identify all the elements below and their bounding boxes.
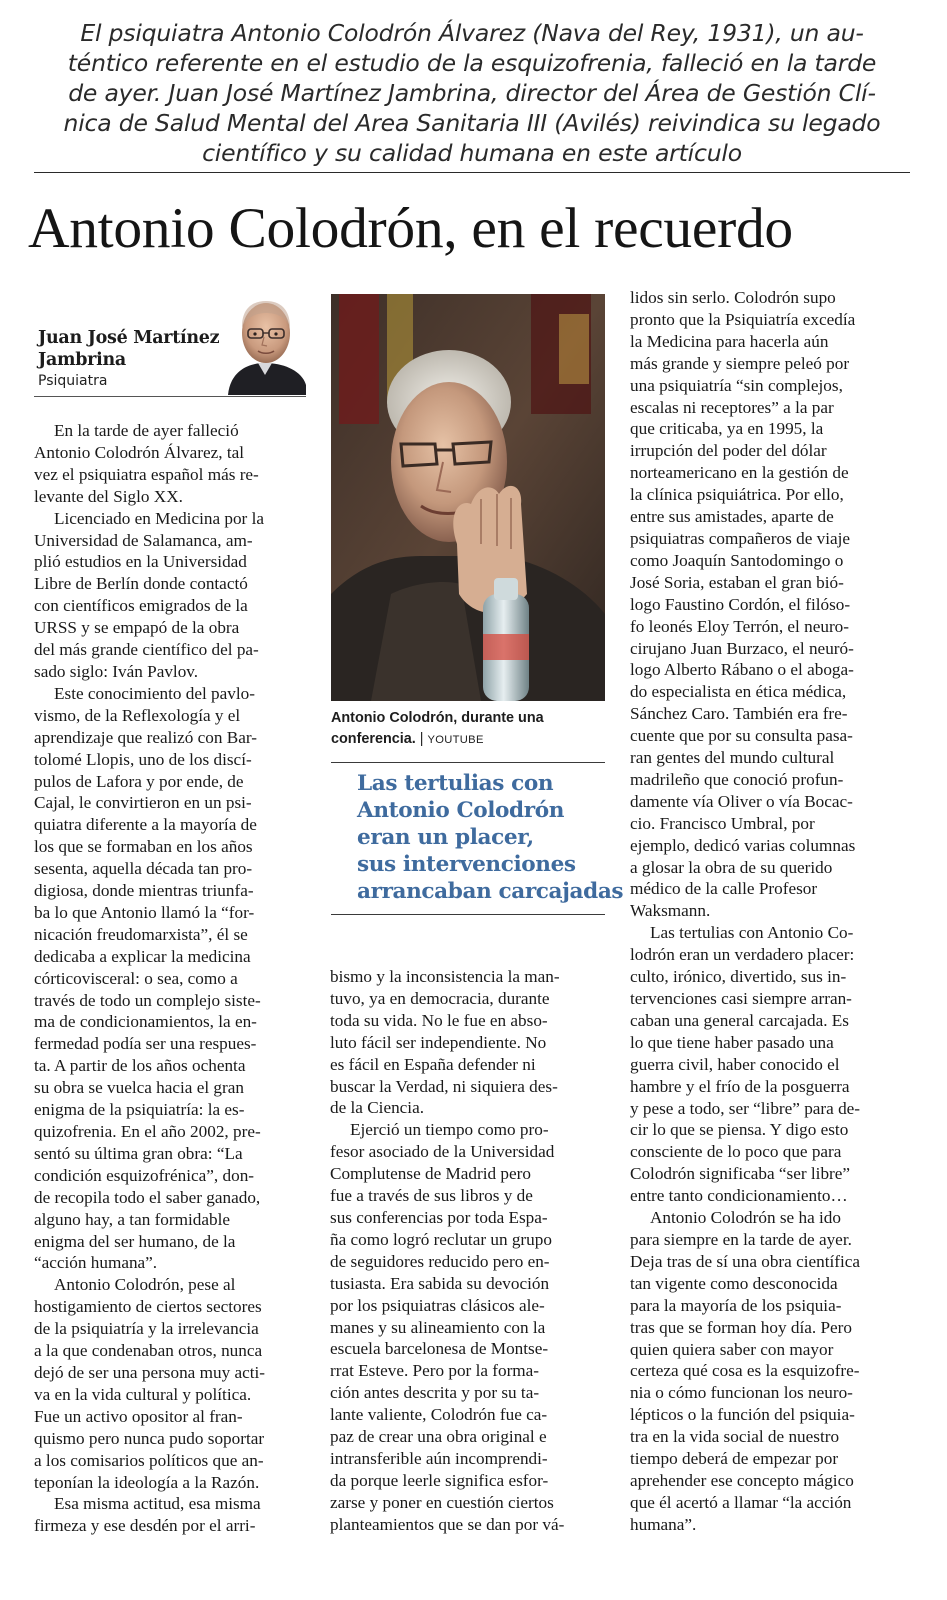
body-text-line: cio. Francisco Umbral, por (630, 813, 815, 833)
body-text-line: Licenciado en Medicina por la (54, 508, 264, 528)
body-text-line: nia o cómo funcionan los neuro- (630, 1383, 853, 1403)
body-text-line: quiatra diferente a la mayoría de (34, 815, 257, 835)
article-photo (331, 294, 605, 701)
author-portrait (224, 289, 306, 395)
caption-text: conferencia. (331, 731, 416, 747)
body-text-line: lodrón eran un verdadero placer: (630, 945, 855, 965)
body-text-line: Esa misma actitud, esa misma (54, 1494, 261, 1514)
body-text-line: sus conferencias por toda Espa- (330, 1207, 548, 1227)
body-text-line: su obra se vuelca hacia el gran (34, 1078, 244, 1098)
body-text-line: Sánchez Caro. También era fre- (630, 704, 848, 724)
body-text-line: Este conocimiento del pavlo- (54, 683, 255, 703)
body-text-line: una psiquiatría “sin complejos, (630, 375, 843, 395)
pullquote-top-rule (331, 762, 605, 763)
body-text-line: irrupción del poder del dólar (630, 441, 827, 461)
lede-line: de ayer. Juan José Martínez Jambrina, director del Área de Gestión Clí- (68, 79, 876, 107)
lede-line: El psiquiatra Antonio Colodrón Álvarez (Nava del Rey, 1931), un au- (80, 19, 864, 47)
body-text-line: plió estudios en la Universidad (34, 552, 247, 572)
body-text-line: toda su vida. No le fue en abso- (330, 1010, 548, 1030)
body-text-line: que criticaba, ya en 1995, la (630, 419, 824, 439)
body-text-line: certeza qué cosa es la esquizofre- (630, 1361, 860, 1381)
body-text-line: ba lo que Antonio llamó la “for- (34, 902, 255, 922)
body-text-line: ción antes descrita y por su ta- (330, 1383, 540, 1403)
body-text-line: hambre y el frío de la posguerra (630, 1076, 850, 1096)
body-text-line: fesor asociado de la Universidad (330, 1142, 555, 1162)
body-text-line: Ejerció un tiempo como pro- (350, 1120, 549, 1140)
lede-divider (34, 172, 910, 173)
body-text-line: bismo y la inconsistencia la man- (330, 967, 560, 986)
body-text-line: humana”. (630, 1514, 697, 1534)
body-text-line: a glosar la obra de su querido (630, 857, 833, 877)
body-text-line: paz de crear una obra original e (330, 1427, 547, 1447)
body-text-line: lépticos o la función del psiquia- (630, 1405, 855, 1425)
body-text-line: tras que se forman hoy día. Pero (630, 1317, 852, 1337)
body-text-line: Cajal, le convirtieron en un psi- (34, 793, 252, 813)
body-text-line: sesenta, aquella década tan pro- (34, 859, 253, 879)
body-text-line: logo Alberto Rábano o el aboga- (630, 660, 854, 680)
body-text-line: aprendizaje que realizó con Bar- (34, 727, 257, 747)
body-text-line: los que se formaban en los años (34, 837, 253, 857)
body-text-line: quien quiera saber con mayor (630, 1339, 834, 1359)
body-text-line: la clínica psiquiátrica. Por ello, (630, 485, 844, 505)
body-text-line: tan vigente como desconocida (630, 1273, 838, 1293)
body-text-line: norteamericano en la gestión de (630, 463, 849, 483)
body-text-line: de recopila todo el saber ganado, (34, 1187, 261, 1207)
body-text-line: dedicaba a explicar la medicina (34, 946, 251, 966)
body-text-line: para siempre en la tarde de ayer. (630, 1229, 852, 1249)
body-text-line: guerra civil, haber conocido el (630, 1054, 840, 1074)
body-text-line: logo Faustino Cordón, el filóso- (630, 594, 851, 614)
pullquote-line: Las tertulias con (357, 771, 554, 796)
body-text-line: En la tarde de ayer falleció (54, 421, 239, 440)
body-text-line: levante del Siglo XX. (34, 486, 183, 506)
body-text-line: y pese a todo, ser “libre” para de- (630, 1098, 861, 1118)
body-text-line: tuvo, ya en democracia, durante (330, 988, 550, 1008)
body-text-line: de la psiquiatría y la irrelevancia (34, 1319, 259, 1339)
caption-text: Antonio Colodrón, durante una (331, 710, 544, 726)
body-text-line: a la que condenaban otros, nunca (34, 1341, 263, 1361)
caption-separator: | (419, 731, 424, 747)
body-text-line: tusiasta. Era sabida su devoción (330, 1273, 550, 1293)
author-role: Psiquiatra (38, 373, 108, 389)
body-text-line: lante valiente, Colodrón fue ca- (330, 1405, 548, 1425)
body-text-line: con científicos emigrados de la (34, 596, 248, 616)
author-name-line: Juan José Martínez (38, 328, 220, 348)
body-text-line: Universidad de Salamanca, am- (34, 530, 253, 550)
body-text-line: cir lo que se piensa. Y digo esto (630, 1120, 849, 1140)
body-text-line: más grande y siempre peleó por (630, 353, 850, 373)
pullquote-line: Antonio Colodrón (357, 798, 565, 823)
body-text-line: enigma de la psiquiatría: la es- (34, 1100, 245, 1120)
body-text-line: ejemplo, dedicó varias columnas (630, 835, 856, 855)
body-text-line: pulos de Lafora y por ende, de (34, 771, 244, 791)
body-text-line: Deja tras de sí una obra científica (630, 1251, 861, 1271)
body-text-line: da porque leerle significa esfor- (330, 1470, 549, 1490)
body-text-line: córticovisceral: o sea, como a (34, 968, 238, 988)
body-text-line: digiosa, donde mientras triunfa- (34, 881, 254, 901)
byline-divider (34, 396, 306, 397)
body-text-line: tolomé Llopis, uno de los discí- (34, 749, 252, 769)
body-text-line: Complutense de Madrid pero (330, 1164, 531, 1184)
article-column-3 (630, 287, 906, 1536)
pullquote-line: arrancaban carcajadas (357, 879, 624, 904)
body-text-line: firmeza y ese desdén por el arri- (34, 1516, 256, 1536)
body-text-line: damente vía Oliver o vía Bocac- (630, 791, 853, 811)
body-text-line: hostigamiento de ciertos sectores (34, 1297, 262, 1317)
photo-caption (331, 708, 605, 751)
body-text-line: zarse y poner en cuestión ciertos (330, 1492, 554, 1512)
pull-quote (357, 770, 624, 905)
body-text-line: nicación freudomarxista”, él se (34, 924, 248, 944)
pullquote-bottom-rule (331, 914, 605, 915)
body-text-line: José Soria, estaban el gran bió- (630, 572, 844, 592)
photo-credit: YOUTUBE (427, 734, 484, 746)
body-text-line: fo leonés Eloy Terrón, el neuro- (630, 616, 849, 636)
body-text-line: quizofrenia. En el año 2002, pre- (34, 1122, 261, 1141)
body-text-line: do especialista en ética médica, (630, 682, 847, 702)
body-text-line: dejó de ser una persona muy acti- (34, 1362, 265, 1382)
body-text-line: Fue un activo opositor al fran- (34, 1406, 243, 1426)
body-text-line: cirujano Juan Burzaco, el neuró- (630, 638, 854, 658)
body-text-line: pronto que la Psiquiatría excedía (630, 309, 856, 329)
body-text-line: planteamientos que se dan por vá- (330, 1514, 565, 1534)
body-text-line: ran gentes del mundo cultural (630, 748, 835, 768)
body-text-line: psiquiatras compañeros de viaje (630, 528, 851, 548)
caption-line (331, 708, 605, 729)
body-text-line: como Joaquín Santodomingo o (630, 550, 844, 570)
body-text-line: buscar la Verdad, ni siquiera des- (330, 1076, 558, 1096)
author-name-line: Jambrina (38, 350, 126, 370)
body-text-line: médico de la calle Profesor (630, 879, 818, 899)
caption-line (331, 729, 605, 751)
body-text-line: sado siglo: Iván Pavlov. (34, 661, 199, 681)
body-text-line: cuente que por su consulta pasa- (630, 726, 853, 746)
body-text-line: vismo, de la Reflexología y el (34, 705, 241, 725)
body-text-line: que él acertó a llamar “la acción (630, 1492, 852, 1512)
lede-line: nica de Salud Mental del Area Sanitaria III (Avilés) reivindica su legado (63, 109, 881, 137)
pullquote-line: sus intervenciones (357, 852, 576, 877)
body-text-line: condición esquizofrénica”, don- (34, 1165, 255, 1185)
body-text-line: luto fácil ser independiente. No (330, 1032, 547, 1052)
body-text-line: por los psiquiatras clásicos ale- (330, 1295, 545, 1315)
body-text-line: lidos sin serlo. Colodrón supo (630, 288, 836, 307)
body-text-line: consciente de lo poco que para (630, 1142, 842, 1162)
body-text-line: culto, irónico, divertido, sus in- (630, 967, 847, 987)
body-text-line: alguno hay, a tan formidable (34, 1209, 230, 1229)
article-column-2 (330, 966, 605, 1536)
body-text-line: intransferible aún incomprendi- (330, 1448, 548, 1468)
body-text-line: “acción humana”. (34, 1253, 158, 1273)
body-text-line: fue a través de sus libros y de (330, 1186, 533, 1206)
body-text-line: Las tertulias con Antonio Co- (650, 923, 854, 943)
article-headline: Antonio Colodrón, en el recuerdo (28, 197, 793, 260)
body-text-line: aprehender ese concepto mágico (630, 1470, 854, 1490)
body-text-line: tiempo deberá de empezar por (630, 1449, 839, 1469)
body-text-line: ña como logró reclutar un grupo (330, 1229, 552, 1249)
author-name (38, 327, 219, 371)
lede-line: científico y su calidad humana en este artículo (202, 139, 742, 167)
body-text-line: enigma del ser humano, de la (34, 1231, 236, 1251)
pullquote-line: eran un placer, (357, 825, 534, 850)
body-text-line: ta. A partir de los años ochenta (34, 1056, 246, 1076)
body-text-line: escalas ni receptores” a la par (630, 397, 834, 417)
article-column-1 (34, 420, 304, 1537)
body-text-line: la Medicina para hacerla aún (630, 331, 829, 351)
body-text-line: del más grande científico del pa- (34, 640, 259, 660)
body-text-line: va en la vida cultural y política. (34, 1384, 252, 1404)
body-text-line: rrat Esteve. Pero por la forma- (330, 1361, 540, 1381)
body-text-line: para la mayoría de los psiquia- (630, 1295, 842, 1315)
body-text-line: tervenciones casi siempre arran- (630, 989, 852, 1008)
body-text-line: Libre de Berlín donde contactó (34, 574, 248, 594)
author-byline (34, 300, 306, 400)
body-text-line: madrileño que conoció profun- (630, 769, 844, 789)
lede-line: téntico referente en el estudio de la esquizofrenia, falleció en la tarde (67, 49, 877, 77)
body-text-line: URSS y se empapó de la obra (34, 618, 240, 638)
body-text-line: lo que tiene haber pasado una (630, 1032, 834, 1052)
body-text-line: entre sus amistades, aparte de (630, 507, 834, 527)
body-text-line: entre tanto condicionamiento… (630, 1186, 848, 1206)
body-text-line: caban una general carcajada. Es (630, 1010, 849, 1030)
body-text-line: vez el psiquiatra español más re- (34, 464, 259, 484)
body-text-line: sentó su última gran obra: “La (34, 1143, 243, 1163)
body-text-line: fermedad podía ser una respues- (34, 1034, 257, 1054)
body-text-line: es fácil en España defender ni (330, 1054, 536, 1074)
body-text-line: de la Ciencia. (330, 1098, 425, 1118)
body-text-line: teponían la ideología a la Razón. (34, 1472, 260, 1492)
body-text-line: tra en la vida social de nuestro (630, 1427, 840, 1447)
body-text-line: Colodrón significaba “ser libre” (630, 1164, 851, 1184)
body-text-line: quismo pero nunca pudo soportar (34, 1428, 265, 1448)
article-lede (34, 18, 910, 168)
body-text-line: escuela barcelonesa de Montse- (330, 1339, 549, 1359)
body-text-line: Antonio Colodrón, pese al (54, 1275, 236, 1295)
body-text-line: ma de condicionamientos, la en- (34, 1012, 257, 1032)
body-text-line: de seguidores reducido pero en- (330, 1251, 550, 1271)
body-text-line: Waksmann. (630, 901, 711, 921)
body-text-line: Antonio Colodrón se ha ido (650, 1208, 841, 1228)
body-text-line: Antonio Colodrón Álvarez, tal (34, 442, 245, 462)
body-text-line: través de todo un complejo siste- (34, 990, 261, 1010)
body-text-line: manes y su alineamiento con la (330, 1317, 546, 1337)
body-text-line: a los comisarios políticos que an- (34, 1450, 264, 1470)
